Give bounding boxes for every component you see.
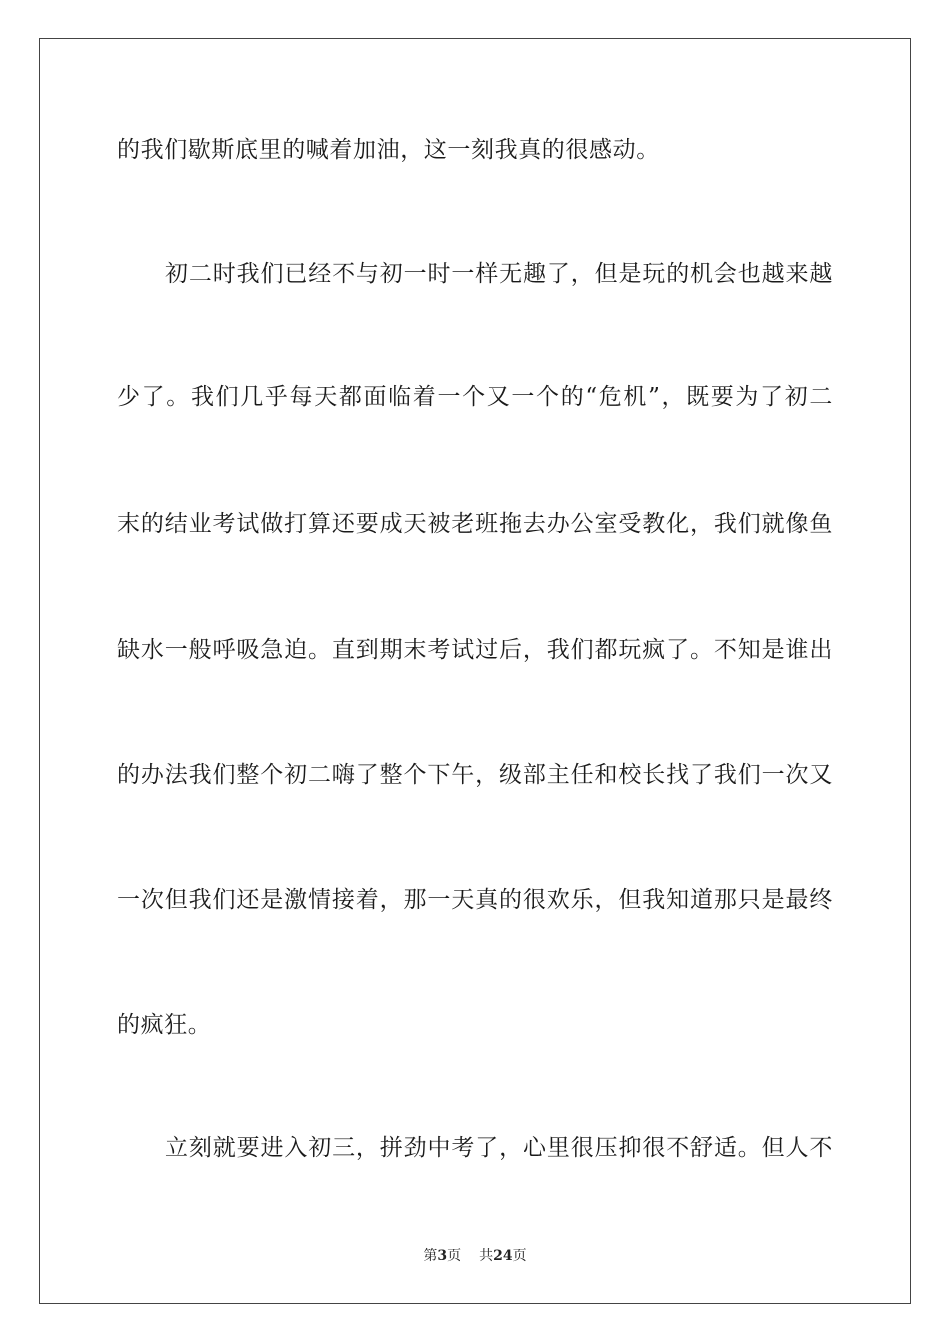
page-total-label: 共24页 [479, 1248, 527, 1264]
text-line: 一次但我们还是激情接着，那一天真的很欢乐，但我知道那只是最终 [117, 887, 833, 913]
text-line: 立刻就要进入初三，拼劲中考了，心里很压抑很不舒适。但人不 [165, 1135, 833, 1161]
text-line: 缺水一般呼吸急迫。直到期末考试过后，我们都玩疯了。不知是谁出 [117, 637, 833, 663]
text-line: 初二时我们已经不与初一时一样无趣了，但是玩的机会也越来越 [165, 261, 833, 287]
text-line: 的我们歇斯底里的喊着加油，这一刻我真的很感动。 [117, 137, 660, 163]
text-line: 的疯狂。 [117, 1012, 212, 1038]
page-number-label: 第3页 [423, 1248, 462, 1264]
text-line: 的办法我们整个初二嗨了整个下午，级部主任和校长找了我们一次又 [117, 762, 833, 788]
page-border [39, 38, 911, 1304]
text-line: 少了。我们几乎每天都面临着一个又一个的“危机”，既要为了初二 [117, 384, 833, 410]
page-footer [0, 1246, 950, 1266]
text-line: 末的结业考试做打算还要成天被老班拖去办公室受教化，我们就像鱼 [117, 511, 833, 537]
